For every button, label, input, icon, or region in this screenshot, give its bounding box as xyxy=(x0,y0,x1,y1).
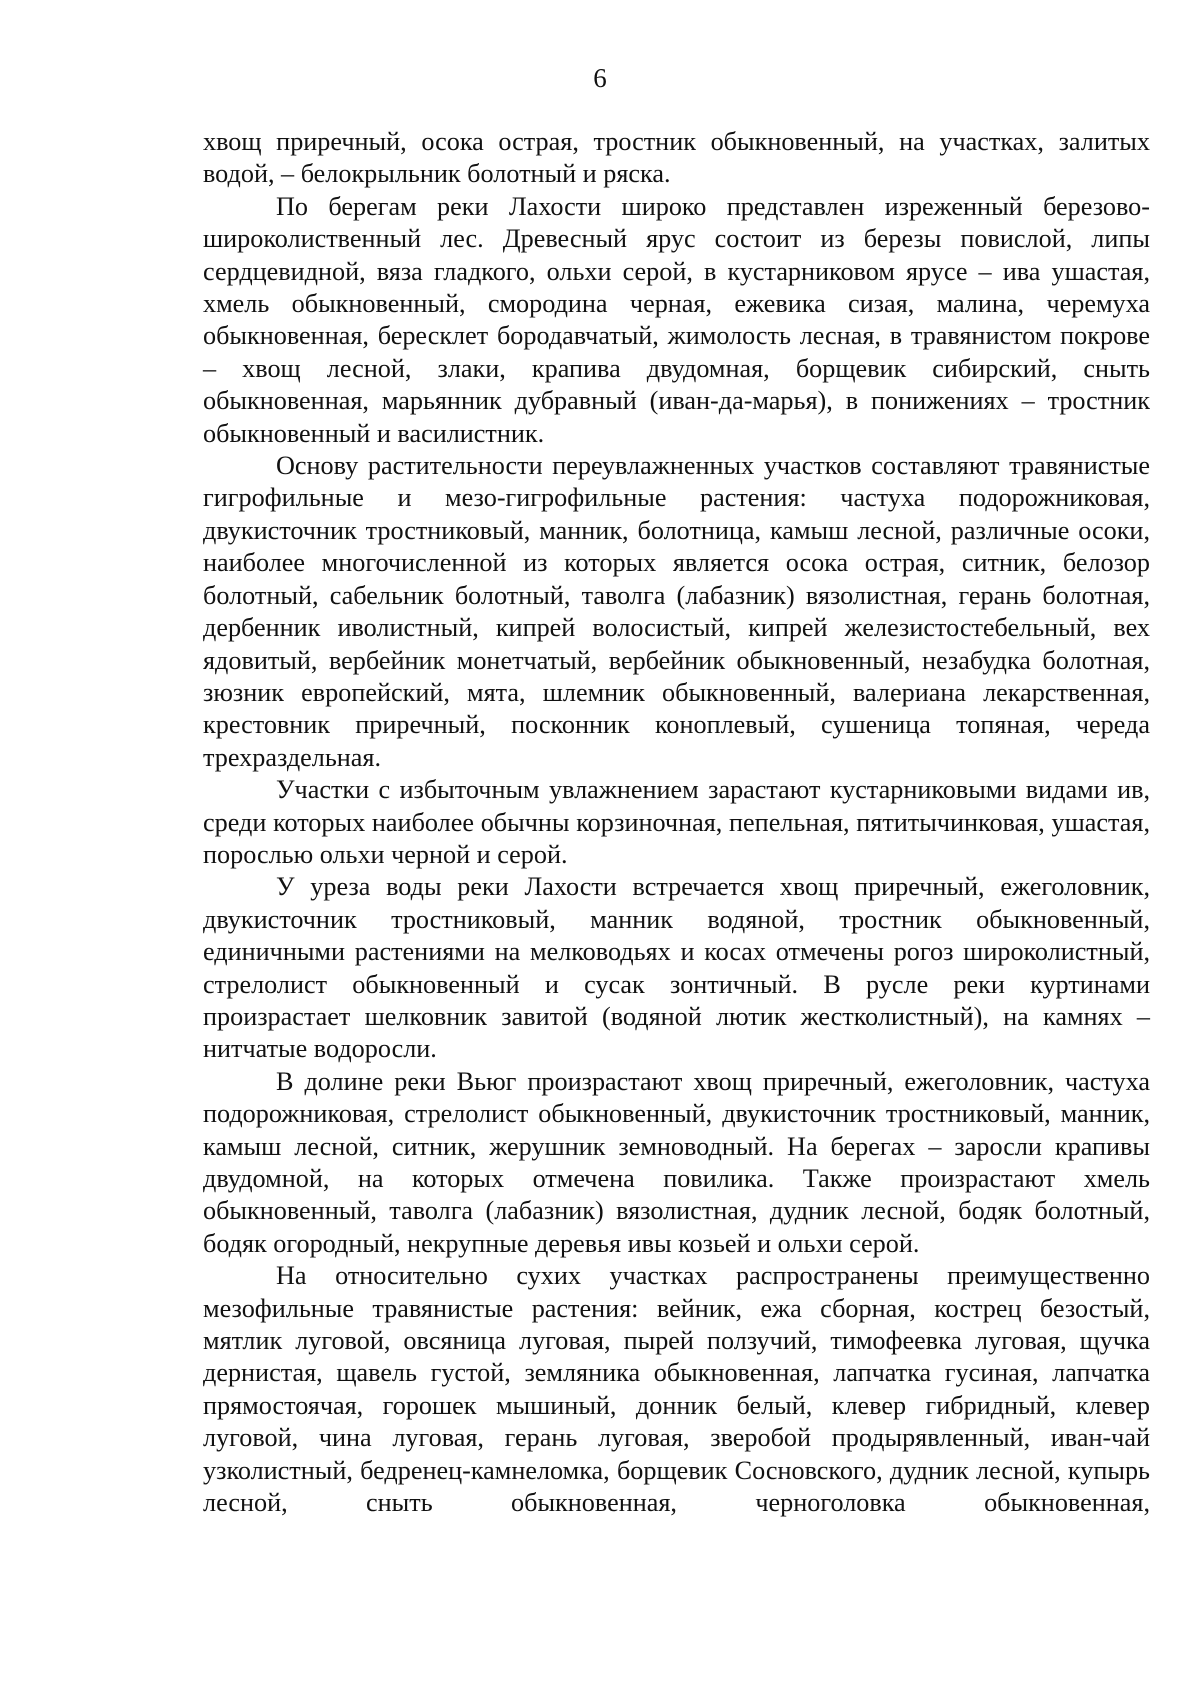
paragraph-5: У уреза воды реки Лахости встречается хвощ приречный, ежеголовник, двукисточник тростниковый, манник водяной, тростник обыкновенный, единичными растениями на мелководьях и косах отмечены рогоз широколистный, стрелолист обыкновенный и сусак зонтичный. В русле реки куртинами произрастает шелковник завитой (водяной лютик жестколистный), на камнях – нитчатые водоросли. xyxy=(203,872,1150,1064)
paragraph-3: Основу растительности переувлажненных участков составляют травянистые гигрофильные и мезо-гигрофильные растения: частуха подорожниковая, двукисточник тростниковый, манник, болотница, камыш лесной, различные осоки, наиболее многочисленной из которых является осока острая, ситник, белозор болотный, сабельник болотный, таволга (лабазник) вязолистная, герань болотная, дербенник иволистный, кипрей волосистый, кипрей железистостебельный, вех ядовитый, вербейник монетчатый, вербейник обыкновенный, незабудка болотная, зюзник европейский, мята, шлемник обыкновенный, валериана лекарственная, крестовник приречный, посконник коноплевый, сушеница топяная, череда трехраздельная. xyxy=(203,451,1150,772)
document-body xyxy=(203,126,1150,1519)
paragraph-1: хвощ приречный, осока острая, тростник обыкновенный, на участках, залитых водой, – белокрыльник болотный и ряска. xyxy=(203,127,1150,189)
paragraph-4: Участки с избыточным увлажнением зарастают кустарниковыми видами ив, среди которых наиболее обычны корзиночная, пепельная, пятитычинковая, ушастая, порослью ольхи черной и серой. xyxy=(203,775,1150,869)
paragraph-6: В долине реки Вьюг произрастают хвощ приречный, ежеголовник, частуха подорожниковая, стрелолист обыкновенный, двукисточник тростниковый, манник, камыш лесной, ситник, жерушник земноводный. На берегах – заросли крапивы двудомной, на которых отмечена повилика. Также произрастают хмель обыкновенный, таволга (лабазник) вязолистная, дудник лесной, бодяк болотный, бодяк огородный, некрупные деревья ивы козьей и ольхи серой. xyxy=(203,1066,1150,1258)
paragraph-2: По берегам реки Лахости широко представлен изреженный березово-широколиственный лес. Древесный ярус состоит из березы повислой, липы сердцевидной, вяза гладкого, ольхи серой, в кустарниковом ярусе – ива ушастая, хмель обыкновенный, смородина черная, ежевика сизая, малина, черемуха обыкновенная, бересклет бородавчатый, жимолость лесная, в травянистом покрове – хвощ лесной, злаки, крапива двудомная, борщевик сибирский, сныть обыкновенная, марьянник дубравный (иван-да-марья), в понижениях – тростник обыкновенный и василистник. xyxy=(203,191,1150,448)
paragraph-7: На относительно сухих участках распространены преимущественно мезофильные травянистые растения: вейник, ежа сборная, кострец безостый, мятлик луговой, овсяница луговая, пырей ползучий, тимофеевка луговая, щучка дернистая, щавель густой, земляника обыкновенная, лапчатка гусиная, лапчатка прямостоячая, горошек мышиный, донник белый, клевер гибридный, клевер луговой, чина луговая, герань луговая, зверобой продырявленный, иван-чай узколистный, бедренец-камнеломка, борщевик Сосновского, дудник лесной, купырь лесной, сныть обыкновенная, черноголовка обыкновенная, xyxy=(203,1261,1150,1518)
page-number: 6 xyxy=(593,63,607,93)
